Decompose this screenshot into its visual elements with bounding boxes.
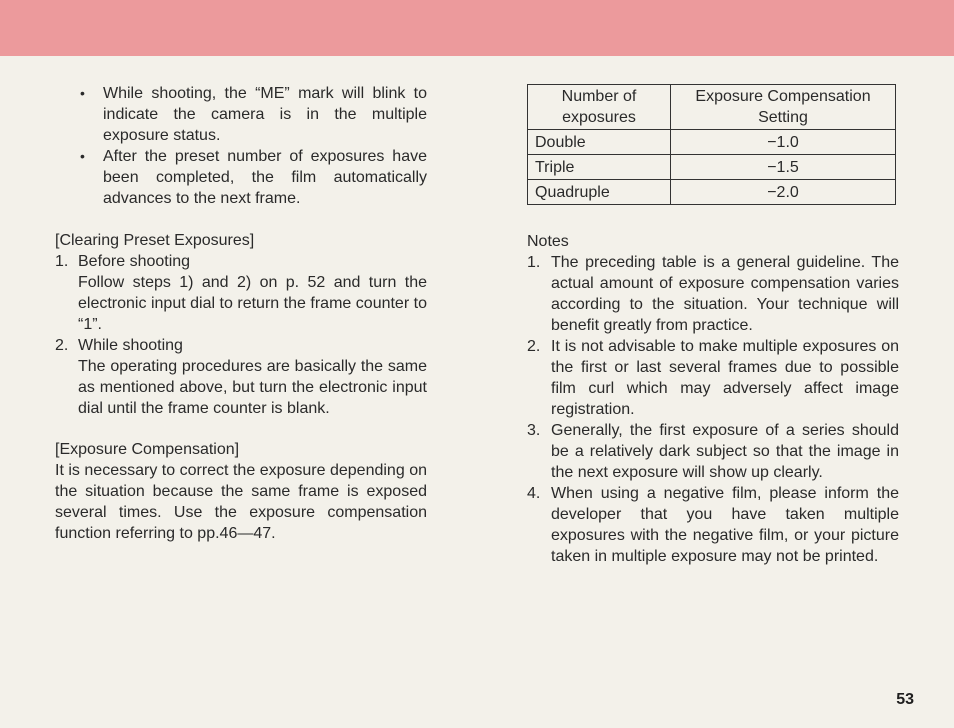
top-color-band [0, 0, 954, 56]
notes-list [527, 252, 899, 567]
clearing-steps [55, 251, 427, 419]
step-number: 2. [55, 337, 69, 354]
note-text: Generally, the first exposure of a series should be a relatively dark subject so that the image in the next exposure will show up clearly. [551, 422, 899, 481]
header-number-of-exposures: Number of exposures [528, 85, 671, 130]
row-value: −1.5 [671, 155, 896, 180]
header-compensation-setting: Exposure Compensation Setting [671, 85, 896, 130]
step-text: Follow steps 1) and 2) on p. 52 and turn the electronic input dial to return the frame counter to “1”. [78, 274, 427, 333]
row-label: Triple [528, 155, 671, 180]
list-item [527, 483, 899, 567]
list-item [55, 335, 427, 419]
page-number: 53 [896, 691, 914, 708]
note-text: It is not advisable to make multiple exposures on the first or last several frames due to possible film curl which may adversely affect image registration. [551, 338, 899, 418]
bullet-list [55, 83, 427, 209]
table-row [528, 155, 896, 180]
table-row [528, 130, 896, 155]
clearing-heading: [Clearing Preset Exposures] [55, 232, 255, 249]
row-label: Quadruple [528, 180, 671, 205]
notes-title: Notes [527, 233, 569, 250]
table-header-row [528, 85, 896, 130]
step-number: 1. [55, 253, 69, 270]
compensation-table [527, 84, 896, 205]
note-number: 1. [527, 254, 541, 271]
step-title: While shooting [78, 337, 183, 354]
bullet-item: • While shooting, the “ME” mark will blink to indicate the camera is in the multiple exposure status. [55, 83, 427, 146]
compensation-text: It is necessary to correct the exposure depending on the situation because the same frame is exposed several times. Use the exposure compensation function referring to pp.46—47. [55, 462, 427, 542]
note-number: 3. [527, 422, 541, 439]
right-column [527, 84, 899, 567]
list-item [527, 420, 899, 483]
row-value: −2.0 [671, 180, 896, 205]
note-text: When using a negative film, please inform the developer that you have taken multiple exposures with the negative film, or your picture taken in multiple exposure may not be printed. [551, 485, 899, 565]
note-text: The preceding table is a general guideline. The actual amount of exposure compensation varies according to the situation. Your technique will benefit greatly from practice. [551, 254, 899, 334]
step-title: Before shooting [78, 253, 191, 270]
step-text: The operating procedures are basically the same as mentioned above, but turn the electronic input dial until the frame counter is blank. [78, 358, 427, 417]
row-label: Double [528, 130, 671, 155]
note-number: 2. [527, 338, 541, 355]
bullet-item: • After the preset number of exposures have been completed, the film automatically advances to the next frame. [55, 146, 427, 209]
list-item [527, 336, 899, 420]
table-row [528, 180, 896, 205]
list-item [527, 252, 899, 336]
left-column [55, 83, 427, 544]
compensation-heading: [Exposure Compensation] [55, 441, 240, 458]
row-value: −1.0 [671, 130, 896, 155]
list-item [55, 251, 427, 335]
note-number: 4. [527, 485, 541, 502]
